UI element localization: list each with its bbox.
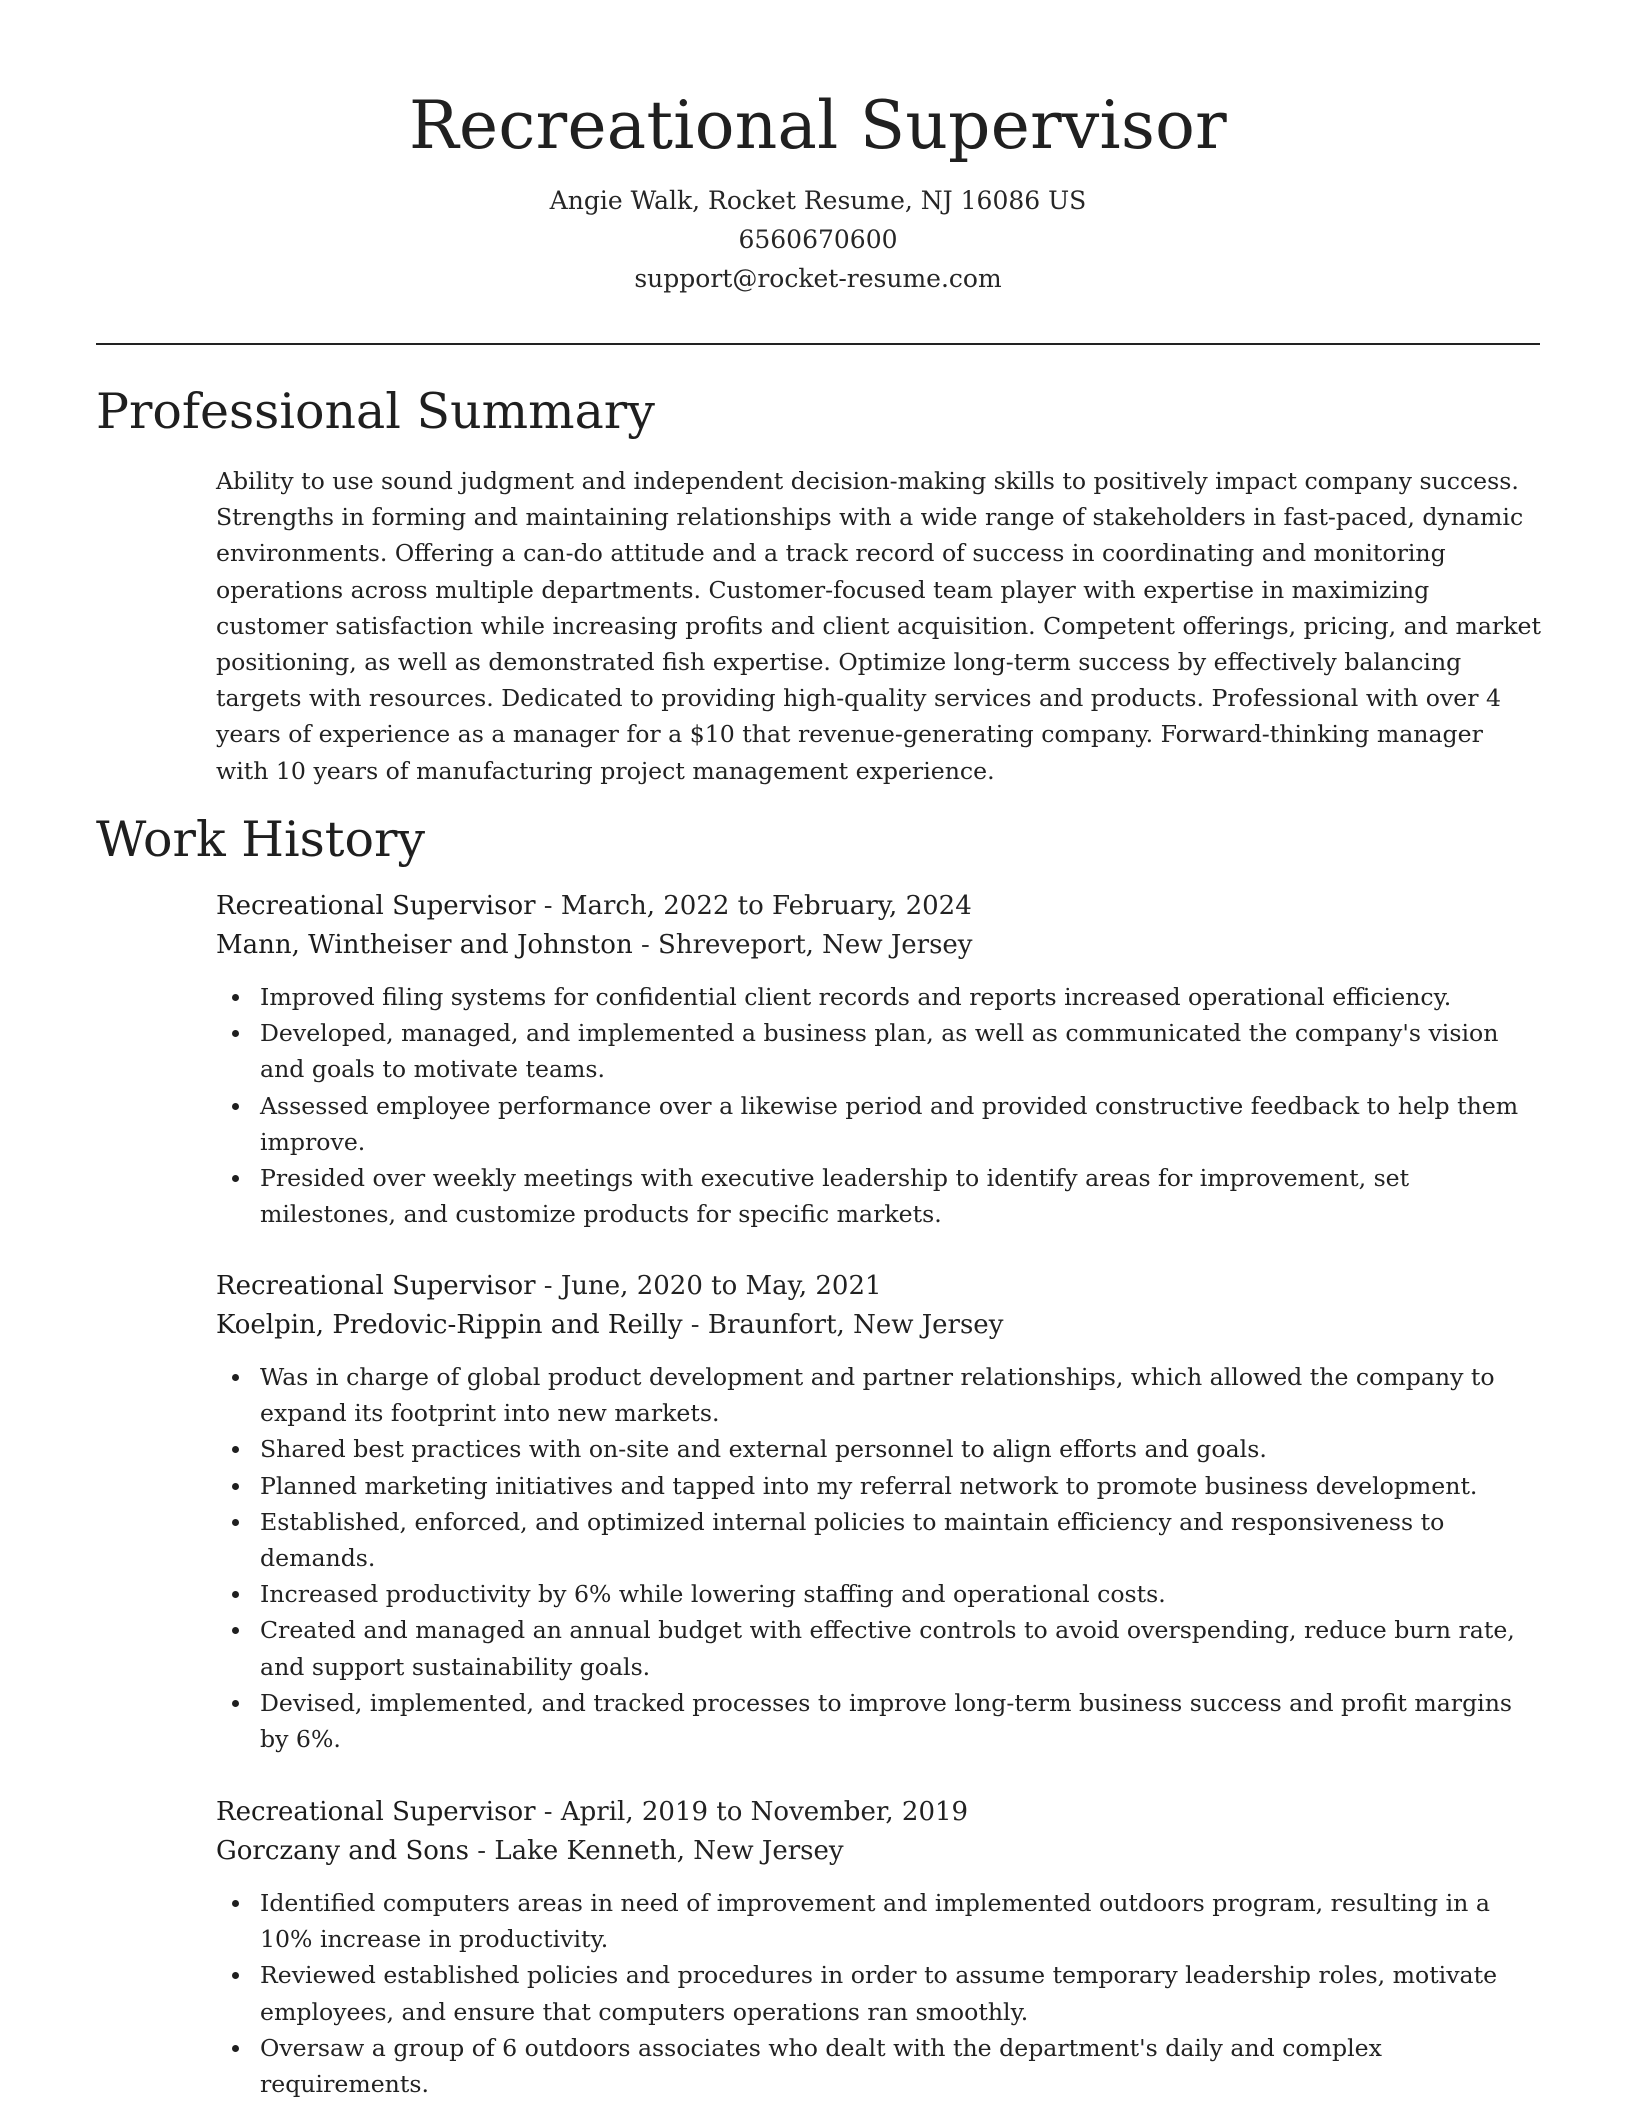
job-dates: June, 2020 to May, 2021 (560, 1271, 882, 1301)
summary-text: Ability to use sound judgment and independent decision-making skills to positively impact company success. Strengths in forming and maintaining relationships with a wide range of stakeholders in fast-paced, dynamic environments. Offering a can-do attitude and a track record of success in coordinating and monitoring operations across multiple departments. Customer-focused team player with expertise in maximizing customer satisfaction while increasing profits and client acquisition. Competent offerings, pricing, and market positioning, as well as demonstrated fish expertise. Optimize long-term success by effectively balancing targets with resources. Dedicated to providing high-quality services and products. Professional with over 4 years of experience as a manager for a $10 that revenue-generating company. Forward-thinking manager with 10 years of manufacturing project management experience. (216, 467, 1541, 785)
job-title-line (216, 1267, 1542, 1306)
resume-title: Recreational Supervisor (408, 87, 1227, 164)
header-divider (96, 343, 1540, 345)
duty-item: Presided over weekly meetings with executive leadership to identify areas for improvement, set milestones, and customize products for specific markets. (216, 1160, 1542, 1232)
duty-item: Increased productivity by 6% while lowering staffing and operational costs. (216, 1576, 1542, 1612)
duty-item: Improved filing systems for confidential client records and reports increased operational efficiency. (216, 979, 1542, 1015)
contact-address: Angie Walk, Rocket Resume, NJ 16086 US (549, 186, 1087, 215)
job-dates: March, 2022 to February, 2024 (560, 891, 972, 921)
duty-item: Assessed employee performance over a likewise period and provided constructive feedback to help them improve. (216, 1088, 1542, 1160)
job-title: Recreational Supervisor (216, 891, 536, 921)
duty-item: Shared best practices with on-site and external personnel to align efforts and goals. (216, 1431, 1542, 1467)
duty-item: Was in charge of global product development and partner relationships, which allowed the company to expand its footprint into new markets. (216, 1359, 1542, 1431)
job-company-line (216, 1306, 1542, 1345)
job-duties (216, 1885, 1542, 2102)
duty-item: Established, enforced, and optimized internal policies to maintain efficiency and responsiveness to demands. (216, 1504, 1542, 1576)
job-entry-2 (216, 1267, 1542, 1757)
job-company: Mann, Wintheiser and Johnston (216, 930, 633, 960)
job-location: Lake Kenneth, New Jersey (494, 1836, 844, 1866)
job-entry-3 (216, 1793, 1542, 2102)
separator: - (535, 1797, 561, 1827)
duty-item: Identified computers areas in need of improvement and implemented outdoors program, resulting in a 10% increase in productivity. (216, 1885, 1542, 1957)
job-location: Shreveport, New Jersey (658, 930, 973, 960)
job-company-line (216, 926, 1542, 965)
job-entry-1 (216, 887, 1542, 1232)
job-dates: April, 2019 to November, 2019 (560, 1797, 969, 1827)
job-title: Recreational Supervisor (216, 1271, 536, 1301)
work-history-heading: Work History (96, 811, 426, 868)
contact-email: support@rocket-resume.com (634, 264, 1002, 293)
job-duties (216, 1359, 1542, 1757)
job-duties (216, 979, 1542, 1232)
job-title-line (216, 887, 1542, 926)
contact-block (96, 181, 1540, 298)
duty-item: Devised, implemented, and tracked processes to improve long-term business success and profit margins by 6%. (216, 1685, 1542, 1757)
duty-item: Developed, managed, and implemented a business plan, as well as communicated the company's vision and goals to motivate teams. (216, 1015, 1542, 1087)
separator: - (632, 930, 659, 960)
job-title: Recreational Supervisor (216, 1797, 536, 1827)
job-company: Gorczany and Sons (216, 1836, 470, 1866)
separator: - (535, 891, 561, 921)
contact-phone: 6560670600 (738, 225, 898, 254)
separator: - (682, 1310, 708, 1340)
resume-header (96, 80, 1540, 298)
duty-item: Oversaw a group of 6 outdoors associates who dealt with the department's daily and complex requirements. (216, 2030, 1542, 2102)
duty-item: Planned marketing initiatives and tapped into my referral network to promote business development. (216, 1468, 1542, 1504)
separator: - (469, 1836, 495, 1866)
job-title-line (216, 1793, 1542, 1832)
job-location: Braunfort, New Jersey (707, 1310, 1004, 1340)
job-company: Koelpin, Predovic-Rippin and Reilly (216, 1310, 683, 1340)
summary-heading: Professional Summary (96, 383, 655, 440)
duty-item: Created and managed an annual budget with effective controls to avoid overspending, reduce burn rate, and support sustainability goals. (216, 1612, 1542, 1684)
duty-item: Reviewed established policies and procedures in order to assume temporary leadership roles, motivate employees, and ensure that computers operations ran smoothly. (216, 1957, 1542, 2029)
job-company-line (216, 1832, 1542, 1871)
separator: - (535, 1271, 561, 1301)
